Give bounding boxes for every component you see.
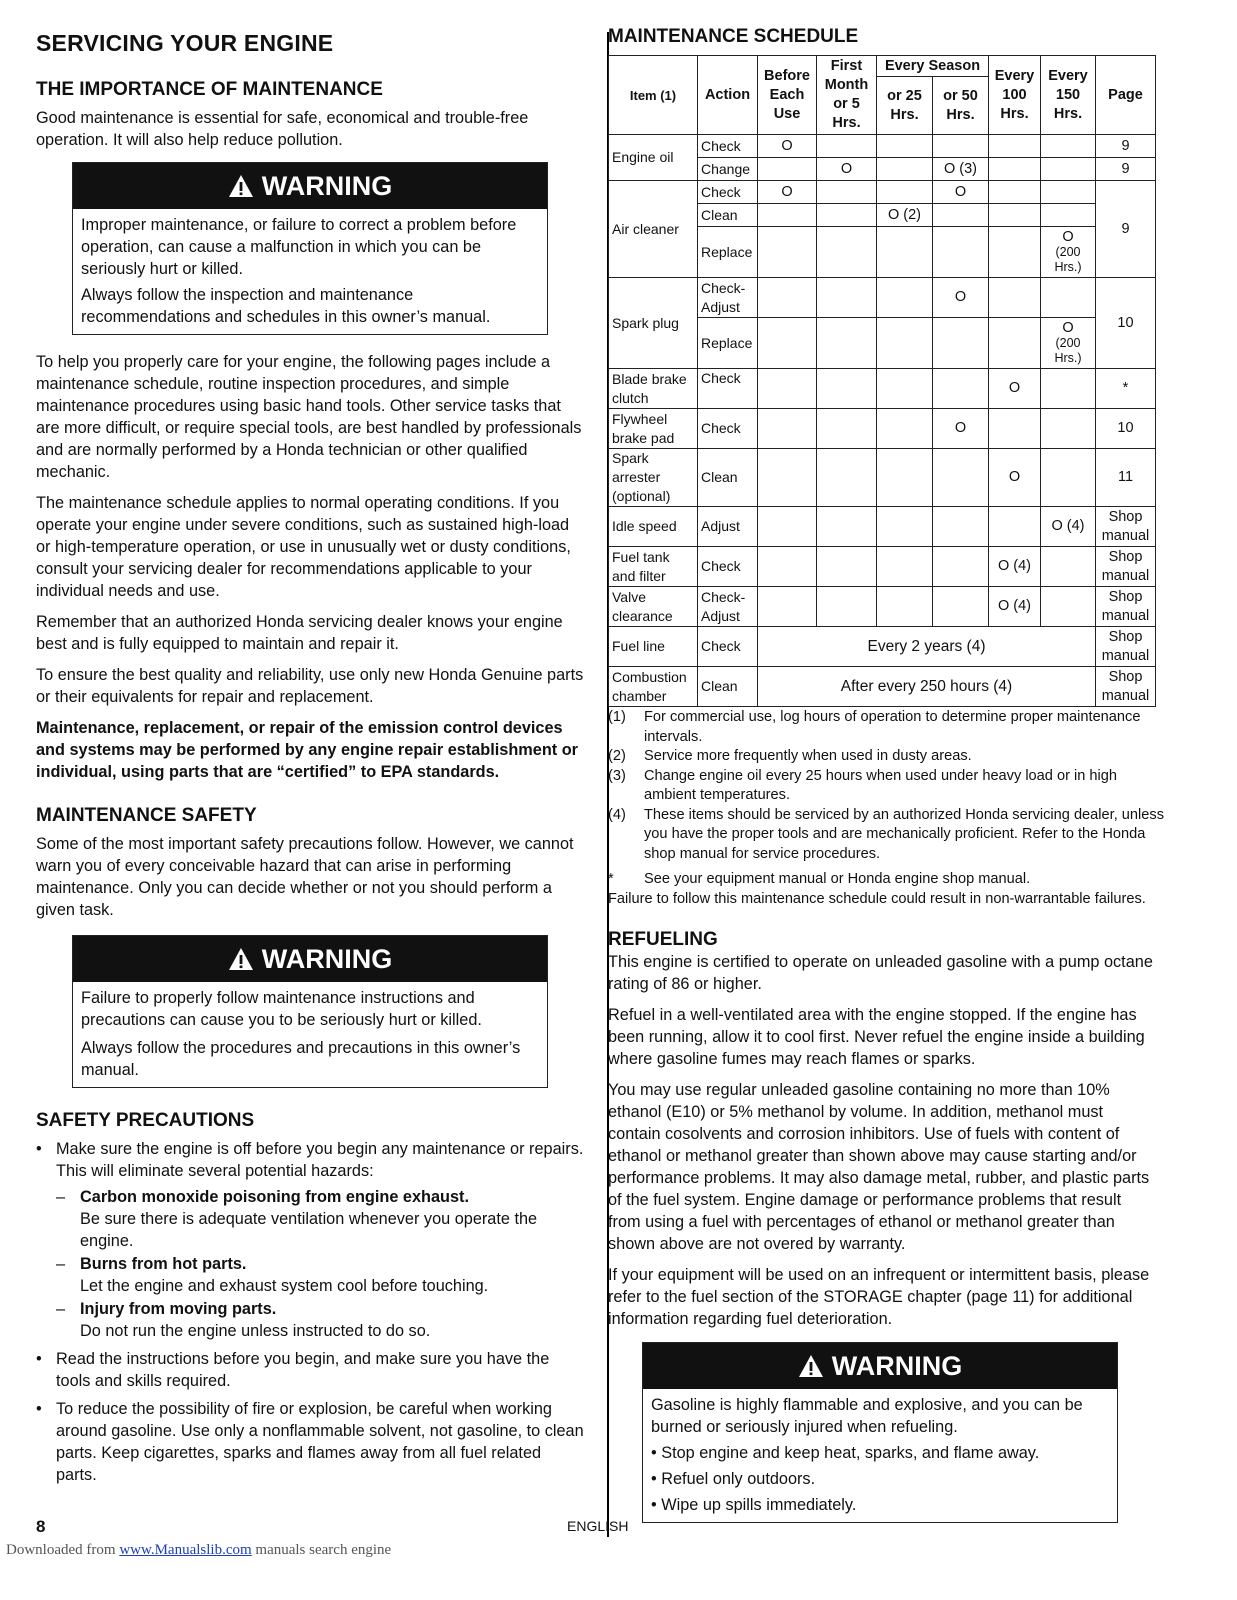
footnote-text: For commercial use, log hours of operation to determine proper maintenance intervals. [644, 709, 1141, 745]
footnote [608, 806, 1168, 865]
failure-note: Failure to follow this maintenance schedule could result in non-warrantable failures. [608, 890, 1146, 907]
importance-intro: Good maintenance is essential for safe, economical and trouble-free operation. It will also help reduce pollution. [36, 109, 529, 149]
safety-intro: Some of the most important safety precautions follow. However, we cannot warn you of every conceivable hazard that can arise in performing maintenance. Only you can decide whether or not you should perform a given task. [36, 835, 574, 919]
span-cell: Every 2 years (4) [758, 627, 1096, 667]
warning-line: Improper maintenance, or failure to correct a problem before operation, can cause a malfunction in which you can be seriously hurt or killed. [81, 216, 517, 278]
footnote-key: (3) [608, 767, 626, 784]
schedule-cell: O [989, 369, 1041, 409]
header-100: Every 100 Hrs. [989, 56, 1041, 135]
schedule-cell: O [933, 409, 989, 449]
action-cell: Clean [698, 449, 758, 507]
refueling-paragraph: This engine is certified to operate on unleaded gasoline with a pump octane rating of 86 or higher. [608, 953, 1153, 993]
item-cell: Combustion chamber [609, 667, 698, 707]
page-cell: 9 [1096, 181, 1156, 278]
table-row [609, 135, 1156, 158]
action-cell: Clean [698, 204, 758, 227]
page-cell: * [1096, 369, 1156, 409]
schedule-note: (200 [1055, 335, 1081, 350]
warning-label: WARNING [261, 171, 393, 201]
warning-bullet-text: Wipe up spills immediately. [661, 1496, 857, 1514]
page-cell: 10 [1096, 278, 1156, 369]
table-row [609, 409, 1156, 449]
refueling-heading: REFUELING [608, 929, 718, 950]
header-150: Every 150 Hrs. [1041, 56, 1096, 135]
action-cell: Check [698, 627, 758, 667]
action-cell: Check [698, 547, 758, 587]
safety-heading: MAINTENANCE SAFETY [36, 805, 257, 826]
table-row [609, 627, 1156, 667]
bullet: • [36, 1140, 42, 1158]
schedule-note: Hrs.) [1054, 350, 1082, 365]
schedule-mark: O [1062, 228, 1074, 245]
schedule-cell: O (4) [989, 587, 1041, 627]
page-cell: 10 [1096, 409, 1156, 449]
bullet: • [651, 1470, 657, 1488]
item-cell: Spark arrester (optional) [609, 449, 698, 507]
hazard-list [56, 1186, 584, 1342]
warning-triangle-icon [798, 1354, 824, 1378]
footnote-key: (2) [608, 748, 626, 764]
page-cell: Shop manual [1096, 667, 1156, 707]
bullet: • [651, 1444, 657, 1462]
hazard-title: Burns from hot parts. [80, 1255, 247, 1273]
header-season-50: or 50 Hrs. [933, 77, 989, 135]
page-cell: 9 [1096, 158, 1156, 181]
download-suffix: manuals search engine [251, 1542, 392, 1558]
schedule-note: (200 [1055, 244, 1081, 259]
action-cell: Clean [698, 667, 758, 707]
action-cell: Adjust [698, 507, 758, 547]
importance-paragraph: Remember that an authorized Honda servicing dealer knows your engine best and is fully equipped to maintain and repair it. [36, 613, 563, 653]
action-cell: Check-Adjust [698, 587, 758, 627]
warning-label: WARNING [831, 1351, 963, 1381]
left-column [36, 26, 584, 1492]
footnote [608, 767, 1168, 806]
item-cell: Idle speed [609, 507, 698, 547]
list-item-text: Read the instructions before you begin, and make sure you have the tools and skills required. [56, 1350, 550, 1390]
list-item [36, 1398, 584, 1486]
right-column [608, 26, 1180, 1539]
page-cell: Shop manual [1096, 587, 1156, 627]
schedule-cell: O [933, 278, 989, 318]
footnote-key: (1) [608, 709, 626, 725]
hazard-title: Carbon monoxide poisoning from engine exhaust. [80, 1188, 469, 1206]
schedule-cell: O (3) [933, 158, 989, 181]
footnote-key: (4) [608, 806, 626, 823]
warning-bullet [651, 1442, 1109, 1464]
item-cell: Flywheel brake pad [609, 409, 698, 449]
precautions-list [36, 1138, 584, 1486]
list-item [36, 1348, 584, 1392]
page-cell: Shop manual [1096, 547, 1156, 587]
warning-line: Always follow the inspection and maintenance recommendations and schedules in this owner’s manual. [81, 286, 491, 326]
header-season-25: or 25 Hrs. [877, 77, 933, 135]
hazard-text: Let the engine and exhaust system cool before touching. [80, 1277, 489, 1295]
schedule-cell: O [817, 158, 877, 181]
warning-header [73, 163, 547, 209]
table-row [609, 587, 1156, 627]
schedule-cell: O [933, 181, 989, 204]
refueling-warning-box [642, 1342, 1118, 1523]
schedule-note: Hrs.) [1054, 259, 1082, 274]
manualslib-link[interactable]: www.Manualslib.com [119, 1542, 252, 1558]
page-cell: 9 [1096, 135, 1156, 158]
warning-bullet [651, 1494, 1109, 1516]
action-cell: Check [698, 181, 758, 204]
warning-header [643, 1343, 1117, 1389]
header-item: Item (1) [609, 56, 698, 135]
hazard-item [56, 1298, 584, 1342]
warning-body [73, 209, 547, 334]
footnote-text: See your equipment manual or Honda engine shop manual. [644, 871, 1031, 887]
footnote-text: Service more frequently when used in dusty areas. [644, 748, 972, 764]
warning-bullet-text: Refuel only outdoors. [661, 1470, 816, 1488]
action-cell: Change [698, 158, 758, 181]
action-cell: Replace [698, 318, 758, 369]
schedule-cell: O (4) [1041, 507, 1096, 547]
schedule-cell: O (2) [877, 204, 933, 227]
warning-bullet [651, 1468, 1109, 1490]
importance-paragraph: To help you properly care for your engine, the following pages include a maintenance schedule, routine inspection procedures, and simple maintenance procedures using basic hand tools. Other service tasks that are more difficult, or require special tools, are best handled by professionals and are normally performed by a Honda technician or other qualified mechanic. [36, 353, 582, 481]
download-prefix: Downloaded from [6, 1542, 120, 1558]
bullet: • [36, 1400, 42, 1418]
list-item [36, 1138, 584, 1342]
action-cell: Check [698, 135, 758, 158]
schedule-cell: O [989, 449, 1041, 507]
warning-header [73, 936, 547, 982]
action-cell: Check [698, 409, 758, 449]
importance-paragraph: The maintenance schedule applies to normal operating conditions. If you operate your engine under severe conditions, such as sustained high-load or high-temperature operation, or use in unusually wet or dusty conditions, consult your servicing dealer for recommendations applicable to your individual needs and use. [36, 494, 571, 600]
dash: – [56, 1188, 66, 1206]
header-action: Action [698, 56, 758, 135]
footnote [608, 870, 1168, 890]
refueling-paragraph: Refuel in a well-ventilated area with the engine stopped. If the engine has been running, allow it to cool first. Never refuel the engine inside a building where gasoline fumes may reach flames or sparks. [608, 1006, 1145, 1068]
footnote [608, 747, 1168, 767]
item-cell: Spark plug [609, 278, 698, 369]
download-footer [6, 1542, 391, 1559]
item-cell: Engine oil [609, 135, 698, 181]
schedule-cell: O (4) [989, 547, 1041, 587]
table-row [609, 667, 1156, 707]
span-cell: After every 250 hours (4) [758, 667, 1096, 707]
schedule-cell [1041, 318, 1096, 369]
action-cell: Check-Adjust [698, 278, 758, 318]
warning-bullet-text: Stop engine and keep heat, sparks, and flame away. [661, 1444, 1040, 1462]
table-row [609, 369, 1156, 409]
language-label: ENGLISH [567, 1518, 629, 1534]
bullet: • [651, 1496, 657, 1514]
schedule-cell [1041, 227, 1096, 278]
warning-label: WARNING [261, 944, 393, 974]
page-number: 8 [36, 1517, 46, 1536]
schedule-cell: O [758, 181, 817, 204]
schedule-heading: MAINTENANCE SCHEDULE [608, 26, 859, 47]
schedule-mark: O [1062, 319, 1074, 336]
list-item-text: Make sure the engine is off before you begin any maintenance or repairs. This will eliminate several potential hazards: [56, 1140, 584, 1180]
table-row [609, 181, 1156, 204]
footnote [608, 708, 1168, 747]
safety-warning-box [72, 935, 548, 1088]
page-cell: Shop manual [1096, 627, 1156, 667]
warning-body [73, 982, 547, 1087]
importance-paragraph: To ensure the best quality and reliability, use only new Honda Genuine parts or their equivalents for repair and replacement. [36, 666, 584, 706]
warning-triangle-icon [228, 947, 254, 971]
precautions-heading: SAFETY PRECAUTIONS [36, 1110, 255, 1131]
table-row [609, 278, 1156, 318]
table-row [609, 547, 1156, 587]
item-cell: Blade brake clutch [609, 369, 698, 409]
warning-body [643, 1389, 1117, 1522]
list-item-text: To reduce the possibility of fire or explosion, be careful when working around gasoline. Use only a nonflammable solvent, not gasoline, to clean parts. Keep cigarettes, sparks and flames away from all fuel related parts. [56, 1400, 584, 1484]
item-cell: Air cleaner [609, 181, 698, 278]
schedule-cell: O [758, 135, 817, 158]
warning-line: Gasoline is highly flammable and explosive, and you can be burned or seriously injured when refueling. [651, 1396, 1083, 1436]
maintenance-schedule-table [608, 55, 1156, 707]
warning-line: Always follow the procedures and precautions in this owner’s manual. [81, 1039, 521, 1079]
maintenance-warning-box [72, 162, 548, 335]
item-cell: Valve clearance [609, 587, 698, 627]
refueling-body [608, 951, 1158, 1330]
hazard-text: Be sure there is adequate ventilation whenever you operate the engine. [80, 1210, 538, 1250]
table-row [609, 449, 1156, 507]
table-row [609, 507, 1156, 547]
item-cell: Fuel line [609, 627, 698, 667]
hazard-title: Injury from moving parts. [80, 1300, 277, 1318]
bullet: • [36, 1350, 42, 1368]
header-before: Before Each Use [758, 56, 817, 135]
page-title: SERVICING YOUR ENGINE [36, 30, 334, 56]
schedule-notes [608, 708, 1168, 909]
header-first: First Month or 5 Hrs. [817, 56, 877, 135]
refueling-paragraph: If your equipment will be used on an infrequent or intermittent basis, please refer to the fuel section of the STORAGE chapter (page 11) for additional information regarding fuel deterioration. [608, 1266, 1150, 1328]
refueling-paragraph: You may use regular unleaded gasoline containing no more than 10% ethanol (E10) or 5% methanol by volume. In addition, methanol must contain cosolvents and corrosion inhibitors. Use of fuels with content of ethanol or methanol greater than shown above may cause starting and/or performance problems. It may also damage metal, rubber, and plastic parts of the fuel system. Engine damage or performance problems that result from using a fuel with percentages of ethanol or methanol greater than shown above are not overed by warranty. [608, 1081, 1150, 1253]
action-cell: Check [698, 369, 758, 409]
warning-triangle-icon [228, 174, 254, 198]
warning-line: Failure to properly follow maintenance instructions and precautions can cause you to be seriously hurt or killed. [81, 989, 482, 1029]
page-cell: 11 [1096, 449, 1156, 507]
hazard-item [56, 1186, 584, 1252]
action-cell: Replace [698, 227, 758, 278]
footnote-text: Change engine oil every 25 hours when used under heavy load or in high ambient temperatures. [644, 767, 1117, 803]
footnote-text: These items should be serviced by an authorized Honda servicing dealer, unless you have the proper tools and are mechanically proficient. Refer to the Honda shop manual for service procedures. [644, 806, 1164, 862]
importance-heading: THE IMPORTANCE OF MAINTENANCE [36, 79, 383, 100]
header-page: Page [1096, 56, 1156, 135]
hazard-item [56, 1253, 584, 1297]
dash: – [56, 1300, 66, 1318]
page-cell: Shop manual [1096, 507, 1156, 547]
dash: – [56, 1255, 66, 1273]
emission-paragraph: Maintenance, replacement, or repair of the emission control devices and systems may be performed by any engine repair establishment or individual, using parts that are “certified” to EPA standards. [36, 719, 578, 781]
header-every-season: Every Season [877, 56, 989, 77]
item-cell: Fuel tank and filter [609, 547, 698, 587]
footnote-key: * [608, 871, 614, 887]
hazard-text: Do not run the engine unless instructed to do so. [80, 1322, 431, 1340]
